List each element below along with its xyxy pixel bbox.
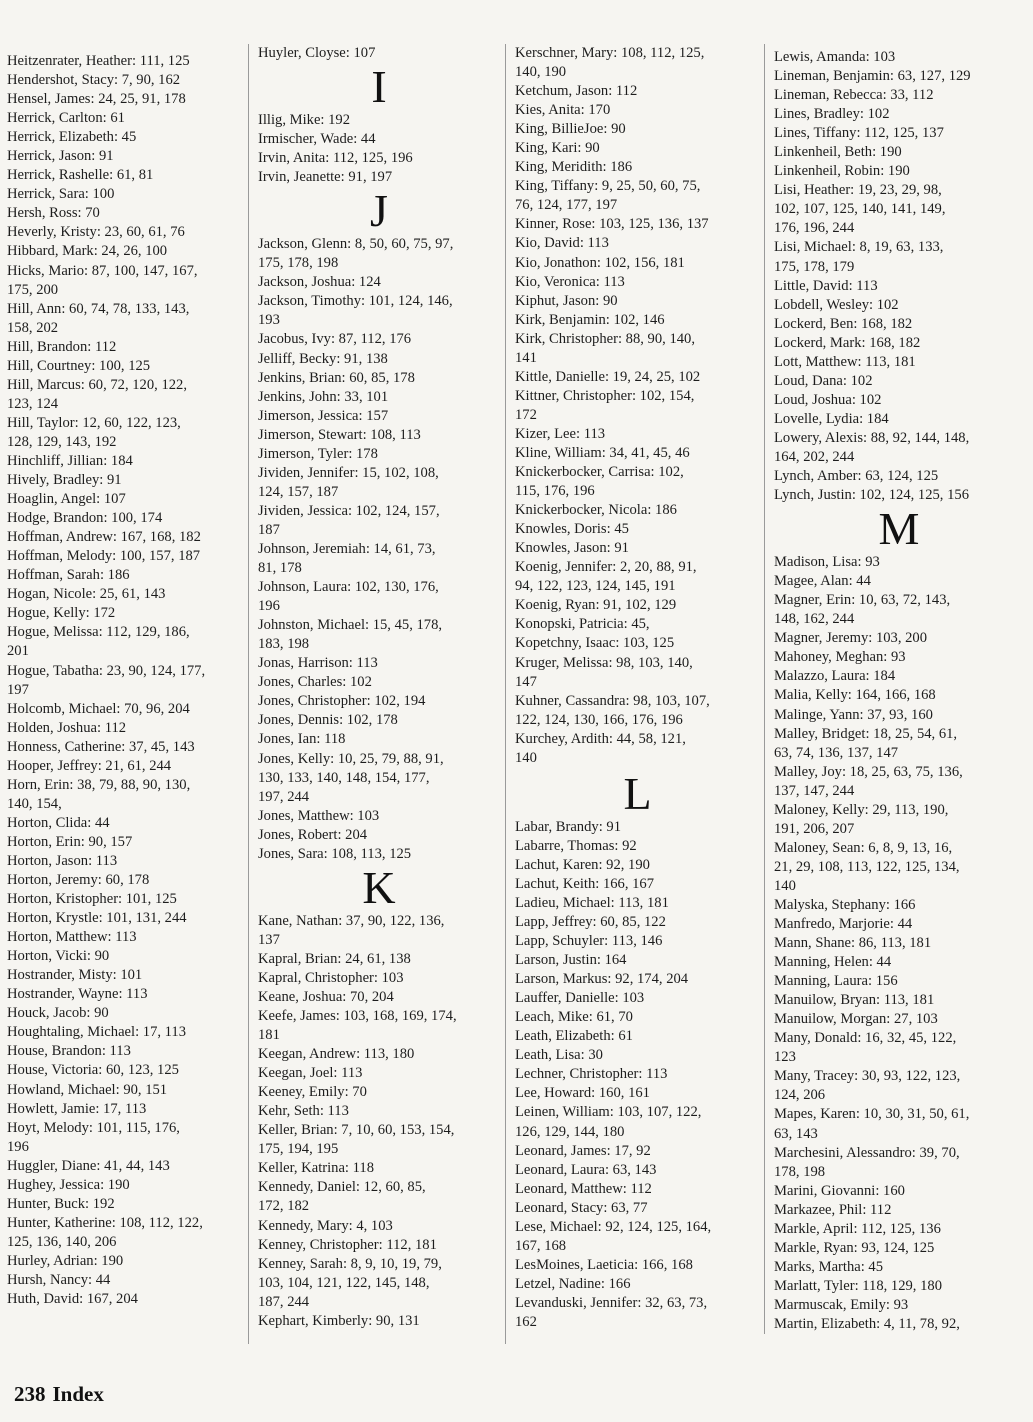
index-entry: Jenkins, John: 33, 101	[258, 388, 389, 405]
index-entry: Hodge, Brandon: 100, 174	[7, 510, 163, 527]
index-entry: 187	[258, 521, 280, 538]
index-entry: Jones, Kelly: 10, 25, 79, 88, 91,	[258, 750, 444, 767]
index-entry: Many, Donald: 16, 32, 45, 122,	[774, 1030, 957, 1047]
index-entry: Honness, Catherine: 37, 45, 143	[7, 738, 195, 755]
index-entry: 148, 162, 244	[774, 611, 855, 628]
index-entry: 175, 178, 198	[258, 255, 339, 272]
index-entry: Hill, Courtney: 100, 125	[7, 357, 151, 374]
index-entry: Hill, Ann: 60, 74, 78, 133, 143,	[7, 300, 190, 317]
index-entry: Levanduski, Jennifer: 32, 63, 73,	[515, 1294, 708, 1311]
index-entry: Linkenheil, Robin: 190	[774, 163, 910, 180]
index-entry: Houghtaling, Michael: 17, 113	[7, 1024, 187, 1041]
index-entry: Ladieu, Michael: 113, 181	[515, 894, 669, 911]
index-entry: Keefe, James: 103, 168, 169, 174,	[258, 1008, 457, 1025]
index-entry: Hoyt, Melody: 101, 115, 176,	[7, 1119, 180, 1136]
index-entry: Holcomb, Michael: 70, 96, 204	[7, 700, 190, 717]
index-entry: Horn, Erin: 38, 79, 88, 90, 130,	[7, 776, 191, 793]
index-entry: King, Meridith: 186	[515, 159, 633, 176]
index-entry: Lovelle, Lydia: 184	[774, 410, 889, 427]
index-entry: Jackson, Timothy: 101, 124, 146,	[258, 293, 453, 310]
index-entry: Horton, Clida: 44	[7, 814, 110, 831]
index-entry: Malia, Kelly: 164, 166, 168	[774, 687, 936, 704]
index-entry: 187, 244	[258, 1293, 310, 1310]
index-entry: 191, 206, 207	[774, 820, 855, 837]
index-entry: Lapp, Schuyler: 113, 146	[515, 933, 663, 950]
index-entry: Lowery, Alexis: 88, 92, 144, 148,	[774, 429, 970, 446]
index-entry: Lewis, Amanda: 103	[774, 49, 896, 65]
index-entry: 76, 124, 177, 197	[515, 197, 618, 214]
index-entry: Kapral, Brian: 24, 61, 138	[258, 950, 411, 967]
index-entry: Lapp, Jeffrey: 60, 85, 122	[515, 914, 666, 931]
index-entry: Kenney, Christopher: 112, 181	[258, 1236, 437, 1253]
index-entry: Hostrander, Wayne: 113	[7, 986, 148, 1003]
index-entry: Manning, Helen: 44	[774, 954, 892, 971]
index-entry: Kiphut, Jason: 90	[515, 292, 618, 309]
index-entry: 63, 143	[774, 1125, 818, 1142]
index-entry: Lineman, Benjamin: 63, 127, 129	[774, 68, 971, 85]
index-entry: 164, 202, 244	[774, 448, 855, 465]
index-entry: Marks, Martha: 45	[774, 1258, 884, 1275]
index-entry: Hill, Taylor: 12, 60, 122, 123,	[7, 414, 181, 431]
index-entry: LesMoines, Laeticia: 166, 168	[515, 1256, 693, 1273]
index-entry: 172	[515, 406, 537, 423]
index-entry: 140, 190	[515, 64, 567, 81]
index-entry: 130, 133, 140, 148, 154, 177,	[258, 769, 430, 786]
index-entry: Kurchey, Ardith: 44, 58, 121,	[515, 730, 686, 747]
index-entry: 158, 202	[7, 319, 59, 336]
index-entry: House, Victoria: 60, 123, 125	[7, 1062, 179, 1079]
index-entry: Keegan, Andrew: 113, 180	[258, 1046, 415, 1063]
index-entry: Maloney, Kelly: 29, 113, 190,	[774, 801, 949, 818]
section-title: Index	[52, 1382, 104, 1406]
index-entry: Lese, Michael: 92, 124, 125, 164,	[515, 1218, 712, 1235]
index-entry: 123, 124	[7, 395, 59, 412]
index-entry: Huyler, Cloyse: 107	[258, 45, 376, 61]
index-entry: Lisi, Michael: 8, 19, 63, 133,	[774, 239, 944, 256]
index-entry: Leach, Mike: 61, 70	[515, 1009, 633, 1026]
index-entry: 172, 182	[258, 1198, 310, 1215]
index-entry: Markazee, Phil: 112	[774, 1201, 892, 1218]
index-entry: Jones, Sara: 108, 113, 125	[258, 845, 412, 862]
index-entry: Jones, Matthew: 103	[258, 807, 380, 824]
index-entry: Johnston, Michael: 15, 45, 178,	[258, 617, 443, 634]
index-entry: Huth, David: 167, 204	[7, 1291, 138, 1308]
index-entry: Larson, Markus: 92, 174, 204	[515, 971, 689, 988]
index-entry: Kuhner, Cassandra: 98, 103, 107,	[515, 692, 710, 709]
index-entry: 140	[774, 877, 796, 894]
index-entry: Jimerson, Jessica: 157	[258, 407, 389, 424]
index-entry: Leonard, Stacy: 63, 77	[515, 1199, 648, 1216]
index-entry: Malley, Bridget: 18, 25, 54, 61,	[774, 725, 958, 742]
index-entry: Lechner, Christopher: 113	[515, 1066, 668, 1083]
index-entry: Lauffer, Danielle: 103	[515, 990, 645, 1007]
index-entry: Loud, Dana: 102	[774, 372, 873, 389]
index-entry: 167, 168	[515, 1237, 567, 1254]
index-entry: King, Tiffany: 9, 25, 50, 60, 75,	[515, 178, 701, 195]
index-column-4	[774, 48, 1024, 1334]
index-entry: Jones, Robert: 204	[258, 826, 368, 843]
index-entry: Kephart, Kimberly: 90, 131	[258, 1312, 420, 1329]
index-entry: 201	[7, 643, 29, 660]
index-entry: 124, 157, 187	[258, 483, 339, 500]
index-entry: Jimerson, Tyler: 178	[258, 445, 378, 462]
index-entry: Magner, Jeremy: 103, 200	[774, 630, 928, 647]
index-entry: 128, 129, 143, 192	[7, 433, 117, 450]
index-entry: Herrick, Jason: 91	[7, 148, 114, 165]
index-column-1	[7, 52, 243, 1309]
index-entry: 94, 122, 123, 124, 145, 191	[515, 578, 676, 595]
index-entry: Leath, Elizabeth: 61	[515, 1028, 633, 1045]
index-entry: Koenig, Jennifer: 2, 20, 88, 91,	[515, 559, 697, 576]
index-entry: 125, 136, 140, 206	[7, 1233, 117, 1250]
index-entry: Hoffman, Andrew: 167, 168, 182	[7, 529, 201, 546]
index-entry: Hunter, Katherine: 108, 112, 122,	[7, 1214, 203, 1231]
index-entry: 197	[7, 681, 29, 698]
index-entry: Keller, Brian: 7, 10, 60, 153, 154,	[258, 1122, 455, 1139]
section-letter: L	[623, 767, 652, 819]
index-entry: Kruger, Melissa: 98, 103, 140,	[515, 654, 693, 671]
index-entry: Linkenheil, Beth: 190	[774, 144, 902, 161]
index-entry: 141	[515, 349, 537, 366]
index-entry: Kerschner, Mary: 108, 112, 125,	[515, 45, 705, 61]
index-entry: Jones, Dennis: 102, 178	[258, 712, 398, 729]
index-entry: 196	[7, 1138, 29, 1155]
index-entry: Illig, Mike: 192	[258, 112, 351, 129]
index-entry: Hinchliff, Jillian: 184	[7, 452, 133, 469]
index-entry: Horton, Kristopher: 101, 125	[7, 891, 177, 908]
index-entry: Leinen, William: 103, 107, 122,	[515, 1104, 702, 1121]
index-entry: Johnson, Laura: 102, 130, 176,	[258, 579, 439, 596]
index-entry: Horton, Krystle: 101, 131, 244	[7, 910, 187, 927]
index-entry: Lynch, Justin: 102, 124, 125, 156	[774, 487, 969, 504]
index-entry: Maloney, Sean: 6, 8, 9, 13, 16,	[774, 839, 953, 856]
index-entry: Horton, Erin: 90, 157	[7, 833, 133, 850]
index-entry: 193	[258, 312, 280, 329]
index-entry: Kenney, Sarah: 8, 9, 10, 19, 79,	[258, 1255, 442, 1272]
index-entry: Knickerbocker, Carrisa: 102,	[515, 464, 684, 481]
index-entry: Lee, Howard: 160, 161	[515, 1085, 650, 1102]
index-entry: Jones, Ian: 118	[258, 731, 346, 748]
index-entry: Knowles, Doris: 45	[515, 521, 629, 538]
index-entry: Jones, Christopher: 102, 194	[258, 693, 426, 710]
index-entry: Howlett, Jamie: 17, 113	[7, 1100, 147, 1117]
index-entry: Lockerd, Mark: 168, 182	[774, 334, 921, 351]
index-column-2	[258, 44, 500, 1331]
index-entry: Kittle, Danielle: 19, 24, 25, 102	[515, 368, 701, 385]
index-entry: Hursh, Nancy: 44	[7, 1272, 111, 1288]
index-entry: 140, 154,	[7, 795, 62, 812]
index-entry: King, BillieJoe: 90	[515, 121, 626, 138]
index-entry: Manning, Laura: 156	[774, 973, 898, 990]
index-entry: Hunter, Buck: 192	[7, 1195, 115, 1212]
column-divider	[764, 44, 765, 1334]
index-entry: Hill, Marcus: 60, 72, 120, 122,	[7, 376, 187, 393]
index-entry: 123	[774, 1049, 796, 1066]
index-entry: Kinner, Rose: 103, 125, 136, 137	[515, 216, 709, 233]
index-entry: Jones, Charles: 102	[258, 674, 372, 691]
index-entry: Lobdell, Wesley: 102	[774, 296, 899, 313]
index-entry: Hoaglin, Angel: 107	[7, 491, 126, 508]
index-entry: Hogue, Kelly: 172	[7, 605, 116, 622]
index-entry: Kies, Anita: 170	[515, 102, 611, 119]
section-letter: I	[371, 61, 387, 113]
index-entry: Kittner, Christopher: 102, 154,	[515, 387, 695, 404]
index-entry: Mapes, Karen: 10, 30, 31, 50, 61,	[774, 1106, 970, 1123]
index-entry: Labarre, Thomas: 92	[515, 837, 637, 854]
index-entry: 63, 74, 136, 137, 147	[774, 744, 899, 761]
index-entry: Mann, Shane: 86, 113, 181	[774, 935, 932, 952]
index-entry: Houck, Jacob: 90	[7, 1005, 109, 1022]
index-entry: Lynch, Amber: 63, 124, 125	[774, 468, 939, 485]
index-entry: Jacobus, Ivy: 87, 112, 176	[258, 331, 412, 348]
index-entry: Leath, Lisa: 30	[515, 1047, 603, 1064]
index-entry: Heitzenrater, Heather: 111, 125	[7, 53, 190, 69]
index-entry: Hensel, James: 24, 25, 91, 178	[7, 91, 186, 108]
index-entry: 175, 200	[7, 281, 59, 298]
index-entry: Konopski, Patricia: 45,	[515, 616, 650, 633]
index-entry: Malinge, Yann: 37, 93, 160	[774, 706, 933, 723]
index-entry: Manfredo, Marjorie: 44	[774, 916, 913, 933]
index-entry: 162	[515, 1314, 537, 1330]
index-entry: Irmischer, Wade: 44	[258, 131, 376, 148]
index-entry: Howland, Michael: 90, 151	[7, 1081, 168, 1098]
index-entry: Hill, Brandon: 112	[7, 338, 117, 355]
index-entry: Ketchum, Jason: 112	[515, 83, 638, 100]
index-entry: Hostrander, Misty: 101	[7, 967, 143, 984]
index-entry: 21, 29, 108, 113, 122, 125, 134,	[774, 858, 960, 875]
index-entry: Mahoney, Meghan: 93	[774, 649, 906, 666]
index-entry: Markle, Ryan: 93, 124, 125	[774, 1239, 935, 1256]
index-entry: Hooper, Jeffrey: 21, 61, 244	[7, 757, 172, 774]
index-entry: Hersh, Ross: 70	[7, 205, 100, 222]
index-entry: Leonard, Laura: 63, 143	[515, 1161, 657, 1178]
index-entry: Kio, Veronica: 113	[515, 273, 625, 290]
index-entry: Keeney, Emily: 70	[258, 1084, 367, 1101]
index-entry: 126, 129, 144, 180	[515, 1123, 625, 1140]
index-entry: Lines, Tiffany: 112, 125, 137	[774, 125, 944, 142]
index-entry: Lineman, Rebecca: 33, 112	[774, 87, 934, 104]
index-entry: 122, 124, 130, 166, 176, 196	[515, 711, 683, 728]
index-entry: Irvin, Anita: 112, 125, 196	[258, 150, 413, 167]
index-entry: Markle, April: 112, 125, 136	[774, 1220, 941, 1237]
index-entry: Horton, Jeremy: 60, 178	[7, 872, 150, 889]
index-entry: Herrick, Rashelle: 61, 81	[7, 167, 154, 184]
index-entry: Marlatt, Tyler: 118, 129, 180	[774, 1277, 942, 1294]
index-entry: 175, 194, 195	[258, 1141, 339, 1158]
index-entry: Holden, Joshua: 112	[7, 719, 127, 736]
index-entry: Hogue, Melissa: 112, 129, 186,	[7, 624, 190, 641]
index-entry: Kane, Nathan: 37, 90, 122, 136,	[258, 912, 445, 929]
index-entry: Hogan, Nicole: 25, 61, 143	[7, 586, 166, 603]
index-entry: Kirk, Benjamin: 102, 146	[515, 311, 665, 328]
index-column-3	[515, 44, 760, 1332]
index-entry: Hogue, Tabatha: 23, 90, 124, 177,	[7, 662, 206, 679]
index-entry: Hively, Bradley: 91	[7, 472, 122, 489]
index-entry: Leonard, James: 17, 92	[515, 1142, 651, 1159]
index-entry: Keller, Katrina: 118	[258, 1160, 374, 1177]
index-entry: 102, 107, 125, 140, 141, 149,	[774, 201, 946, 218]
index-entry: 81, 178	[258, 560, 302, 577]
index-entry: Kennedy, Daniel: 12, 60, 85,	[258, 1179, 426, 1196]
index-entry: Jackson, Joshua: 124	[258, 274, 381, 291]
index-entry: 175, 178, 179	[774, 258, 855, 275]
index-entry: Herrick, Elizabeth: 45	[7, 129, 137, 146]
index-entry: Kirk, Christopher: 88, 90, 140,	[515, 330, 695, 347]
index-entry: Johnson, Jeremiah: 14, 61, 73,	[258, 540, 436, 557]
index-entry: Knowles, Jason: 91	[515, 540, 629, 557]
index-entry: Letzel, Nadine: 166	[515, 1275, 631, 1292]
index-entry: 197, 244	[258, 788, 310, 805]
index-entry: Knickerbocker, Nicola: 186	[515, 502, 677, 519]
index-entry: 103, 104, 121, 122, 145, 148,	[258, 1274, 430, 1291]
index-entry: Little, David: 113	[774, 277, 878, 294]
index-entry: Jackson, Glenn: 8, 50, 60, 75, 97,	[258, 236, 454, 253]
index-entry: Keane, Joshua: 70, 204	[258, 988, 394, 1005]
index-entry: 115, 176, 196	[515, 483, 595, 500]
index-entry: Lines, Bradley: 102	[774, 106, 890, 123]
index-entry: Huggler, Diane: 41, 44, 143	[7, 1157, 170, 1174]
index-entry: Kehr, Seth: 113	[258, 1103, 349, 1120]
index-entry: King, Kari: 90	[515, 140, 600, 157]
index-entry: Lockerd, Ben: 168, 182	[774, 315, 913, 332]
index-entry: Kennedy, Mary: 4, 103	[258, 1217, 393, 1234]
index-entry: Loud, Joshua: 102	[774, 391, 882, 408]
index-entry: Horton, Jason: 113	[7, 852, 118, 869]
index-entry: 176, 196, 244	[774, 220, 855, 237]
index-entry: 137, 147, 244	[774, 782, 855, 799]
index-entry: Keegan, Joel: 113	[258, 1065, 363, 1082]
index-entry: Herrick, Carlton: 61	[7, 110, 125, 127]
index-entry: Hendershot, Stacy: 7, 90, 162	[7, 72, 181, 89]
index-entry: Labar, Brandy: 91	[515, 818, 621, 835]
index-entry: Larson, Justin: 164	[515, 952, 627, 969]
section-letter: K	[362, 861, 396, 913]
index-entry: Hoffman, Sarah: 186	[7, 567, 130, 584]
column-divider	[505, 44, 506, 1344]
index-entry: Magner, Erin: 10, 63, 72, 143,	[774, 592, 951, 609]
page-number: 238	[14, 1382, 46, 1406]
page-footer	[14, 1382, 104, 1407]
index-entry: Hicks, Mario: 87, 100, 147, 167,	[7, 262, 198, 279]
index-entry: Many, Tracey: 30, 93, 122, 123,	[774, 1068, 961, 1085]
index-entry: Marchesini, Alessandro: 39, 70,	[774, 1144, 960, 1161]
index-entry: Malley, Joy: 18, 25, 63, 75, 136,	[774, 763, 963, 780]
index-entry: Malazzo, Laura: 184	[774, 668, 896, 685]
column-divider	[248, 44, 249, 1344]
index-entry: Hurley, Adrian: 190	[7, 1252, 124, 1269]
index-entry: Marmuscak, Emily: 93	[774, 1296, 909, 1313]
index-entry: 183, 198	[258, 636, 310, 653]
index-entry: Jimerson, Stewart: 108, 113	[258, 426, 421, 443]
index-entry: Jividen, Jennifer: 15, 102, 108,	[258, 464, 439, 481]
index-entry: Magee, Alan: 44	[774, 573, 871, 590]
index-entry: Marini, Giovanni: 160	[774, 1182, 905, 1199]
index-entry: Madison, Lisa: 93	[774, 554, 880, 571]
index-entry: Heverly, Kristy: 23, 60, 61, 76	[7, 224, 185, 241]
index-entry: Lachut, Karen: 92, 190	[515, 856, 650, 873]
index-entry: Hibbard, Mark: 24, 26, 100	[7, 243, 168, 260]
section-letter: M	[878, 503, 920, 555]
index-entry: Jonas, Harrison: 113	[258, 655, 378, 672]
index-entry: Kopetchny, Isaac: 103, 125	[515, 635, 675, 652]
index-entry: Irvin, Jeanette: 91, 197	[258, 169, 393, 186]
index-entry: Lisi, Heather: 19, 23, 29, 98,	[774, 182, 942, 199]
index-entry: Lachut, Keith: 166, 167	[515, 875, 655, 892]
index-entry: 178, 198	[774, 1163, 826, 1180]
section-letter: J	[370, 185, 388, 237]
index-entry: Jelliff, Becky: 91, 138	[258, 350, 388, 367]
index-entry: 181	[258, 1027, 280, 1044]
index-entry: Horton, Vicki: 90	[7, 948, 110, 965]
index-entry: Kizer, Lee: 113	[515, 425, 606, 442]
index-entry: Kio, David: 113	[515, 235, 609, 252]
index-entry: Herrick, Sara: 100	[7, 186, 115, 203]
index-entry: 140	[515, 749, 537, 766]
index-entry: Leonard, Matthew: 112	[515, 1180, 652, 1197]
index-entry: 124, 206	[774, 1087, 826, 1104]
index-entry: Manuilow, Morgan: 27, 103	[774, 1011, 938, 1028]
index-entry: Kio, Jonathon: 102, 156, 181	[515, 254, 685, 271]
index-entry: Hughey, Jessica: 190	[7, 1176, 130, 1193]
index-entry: Horton, Matthew: 113	[7, 929, 137, 946]
index-entry: 147	[515, 673, 537, 690]
index-entry: 196	[258, 598, 280, 615]
index-entry: Koenig, Ryan: 91, 102, 129	[515, 597, 677, 614]
index-entry: Malyska, Stephany: 166	[774, 896, 916, 913]
index-entry: Lott, Matthew: 113, 181	[774, 353, 916, 370]
index-entry: House, Brandon: 113	[7, 1043, 131, 1060]
index-entry: Kline, William: 34, 41, 45, 46	[515, 444, 690, 461]
index-entry: Kapral, Christopher: 103	[258, 969, 404, 986]
index-entry: Jividen, Jessica: 102, 124, 157,	[258, 502, 440, 519]
index-entry: Martin, Elizabeth: 4, 11, 78, 92,	[774, 1316, 960, 1332]
index-entry: Jenkins, Brian: 60, 85, 178	[258, 369, 415, 386]
index-entry: 137	[258, 931, 280, 948]
index-entry: Hoffman, Melody: 100, 157, 187	[7, 548, 201, 565]
index-entry: Manuilow, Bryan: 113, 181	[774, 992, 935, 1009]
